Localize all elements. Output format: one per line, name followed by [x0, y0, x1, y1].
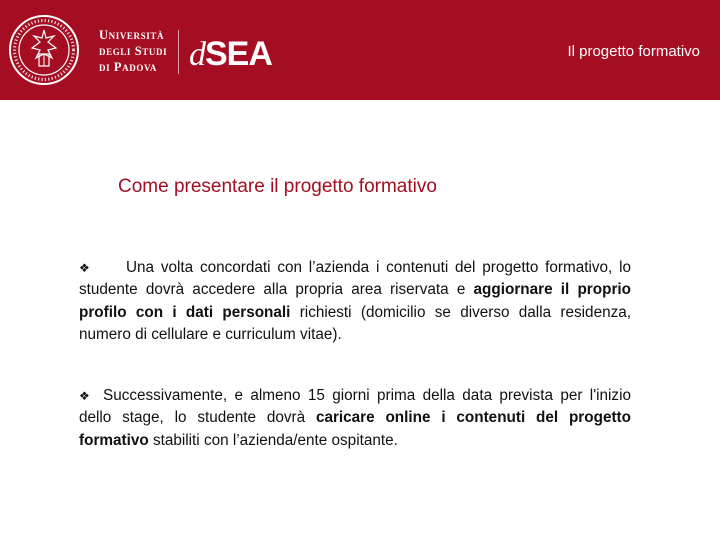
paragraph-2-text-1: Successivamente, e almeno 15 giorni prima della data prevista per l'inizio dello stage, lo studente dovrà [79, 387, 631, 427]
university-wordmark [99, 27, 167, 75]
diamond-bullet-icon: ❖ [79, 261, 90, 275]
university-name-line-2: degli Studi [99, 44, 168, 58]
bullet-paragraph-1 [79, 257, 631, 346]
university-name-line-3: di Padova [99, 60, 158, 74]
header-bar [0, 0, 720, 100]
university-name-line-1: Università [99, 28, 165, 42]
diamond-bullet-icon: ❖ [79, 389, 90, 403]
paragraph-1-text-1: Una volta concordati con l’azienda i contenuti del progetto formativo, lo studente dovrà accedere alla propria area riservata e [79, 259, 631, 299]
dsea-logo-prefix: d [189, 36, 205, 73]
section-title: Il progetto formativo [567, 43, 700, 60]
dsea-logo-name: SEA [205, 35, 272, 73]
dsea-logo [189, 34, 272, 75]
paragraph-1-bold-text: aggiornare il proprio profilo con i dati personali [79, 281, 631, 321]
bullet-paragraph-2 [79, 385, 631, 452]
slide-title: Come presentare il progetto formativo [118, 176, 437, 197]
university-seal-icon [8, 14, 80, 86]
paragraph-2-bold-text: caricare online i contenuti del progetto formativo [79, 409, 631, 449]
paragraph-1-text-2: richiesti (domicilio se diverso dalla residenza, numero di cellulare e curriculum vitae). [79, 303, 631, 343]
logo-divider [178, 30, 179, 74]
paragraph-2-text-2: stabiliti con l’azienda/ente ospitante. [148, 431, 398, 449]
